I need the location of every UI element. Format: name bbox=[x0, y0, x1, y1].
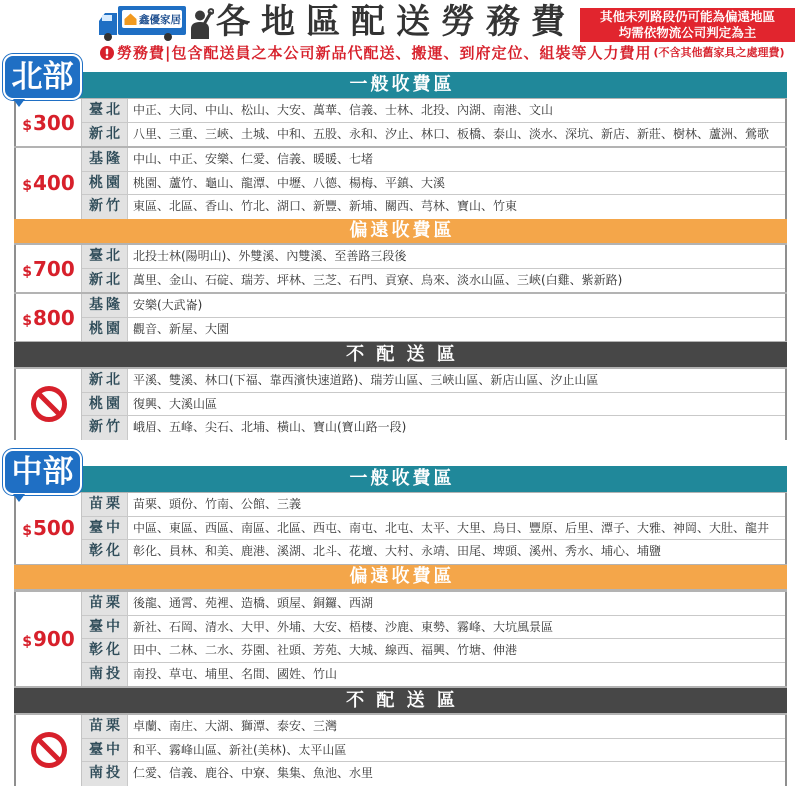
currency-symbol: $ bbox=[22, 312, 32, 329]
district-row bbox=[82, 592, 785, 616]
district-list: 卓蘭、南庄、大湖、獅潭、泰安、三灣 bbox=[133, 719, 338, 733]
district-list: 中山、中正、安樂、仁愛、信義、暖暖、七堵 bbox=[133, 152, 374, 166]
district-row bbox=[82, 493, 785, 517]
icon-cell bbox=[16, 369, 82, 440]
area-name: 新竹 bbox=[82, 195, 128, 219]
district-list: 東區、北區、香山、竹北、湖口、新豐、新埔、關西、芎林、寶山、竹東 bbox=[133, 199, 518, 213]
area-name: 新北 bbox=[82, 269, 128, 293]
exclamation-icon bbox=[100, 46, 114, 60]
district-rows bbox=[82, 294, 785, 341]
district-row bbox=[82, 294, 785, 318]
page-title: 各地區配送勞務費 bbox=[216, 2, 576, 42]
price-group bbox=[14, 99, 787, 146]
district-list: 田中、二林、二水、芬園、社頭、芳苑、大城、線西、福興、竹塘、伸港 bbox=[133, 643, 518, 657]
area-name: 苗栗 bbox=[82, 715, 128, 738]
subtitle-note: (不含其他舊家具之處理費) bbox=[653, 46, 785, 59]
price-cell bbox=[16, 294, 82, 341]
section-bar-no-delivery: 不 配 送 區 bbox=[14, 688, 787, 713]
district-row bbox=[82, 99, 785, 123]
area-name: 苗栗 bbox=[82, 493, 128, 516]
price-label bbox=[22, 516, 75, 540]
district-row bbox=[82, 369, 785, 393]
area-name: 苗栗 bbox=[82, 592, 128, 615]
price-group bbox=[14, 294, 787, 341]
area-name: 南投 bbox=[82, 663, 128, 687]
district-list: 中正、大同、中山、松山、大安、萬華、信義、士林、北投、內湖、南港、文山 bbox=[133, 103, 554, 117]
district-list: 南投、草屯、埔里、名間、國姓、竹山 bbox=[133, 666, 338, 681]
area-name: 桃園 bbox=[82, 318, 128, 342]
section-bar-general: 一般收費區 bbox=[14, 466, 787, 492]
area-name: 臺北 bbox=[82, 245, 128, 268]
currency-symbol: $ bbox=[22, 263, 32, 280]
district-list: 觀音、新屋、大園 bbox=[133, 321, 230, 336]
district-row bbox=[82, 616, 785, 640]
currency-symbol: $ bbox=[22, 634, 32, 650]
area-name: 臺中 bbox=[82, 739, 128, 762]
district-row bbox=[82, 639, 785, 663]
district-list: 苗栗、頭份、竹南、公館、三義 bbox=[133, 497, 302, 511]
district-list: 八里、三重、三峽、土城、中和、五股、永和、汐止、林口、板橋、泰山、淡水、深坑、新店、新莊、樹林、蘆洲、鶯歌 bbox=[133, 126, 770, 141]
district-list: 仁愛、信義、鹿谷、中寮、集集、魚池、水里 bbox=[133, 766, 374, 780]
price-group bbox=[14, 148, 787, 219]
subtitle bbox=[100, 45, 785, 61]
no-delivery-group bbox=[14, 369, 787, 440]
district-row bbox=[82, 416, 785, 440]
district-row bbox=[82, 393, 785, 417]
district-list: 安樂(大武崙) bbox=[133, 298, 203, 312]
price-amount: 700 bbox=[33, 256, 75, 281]
icon-cell bbox=[16, 715, 82, 786]
price-group bbox=[14, 245, 787, 292]
district-rows bbox=[82, 493, 785, 564]
area-name: 臺中 bbox=[82, 517, 128, 540]
area-name: 基隆 bbox=[82, 148, 128, 171]
district-row bbox=[82, 245, 785, 269]
district-list: 平溪、雙溪、林口(下福、靠西濱快速道路)、瑞芳山區、三峽山區、新店山區、汐止山區 bbox=[133, 373, 599, 387]
currency-symbol: $ bbox=[22, 178, 32, 195]
district-rows bbox=[82, 592, 785, 686]
district-row bbox=[82, 715, 785, 739]
district-row bbox=[82, 663, 785, 687]
delivery-truck-icon bbox=[98, 4, 188, 42]
notice-line: 其他未列路段仍可能為偏遠地區 bbox=[599, 9, 775, 24]
price-cell bbox=[16, 493, 82, 564]
area-name: 基隆 bbox=[82, 294, 128, 317]
district-list: 新社、石岡、清水、大甲、外埔、大安、梧棲、沙鹿、東勢、霧峰、大坑風景區 bbox=[133, 619, 554, 634]
area-name: 臺中 bbox=[82, 616, 128, 639]
district-list: 桃園、蘆竹、龜山、龍潭、中壢、八德、楊梅、平鎮、大溪 bbox=[133, 175, 446, 190]
price-label bbox=[22, 257, 75, 281]
area-name: 新北 bbox=[82, 123, 128, 147]
district-row bbox=[82, 540, 785, 564]
price-amount: 500 bbox=[33, 516, 75, 541]
district-list: 復興、大溪山區 bbox=[133, 396, 218, 411]
area-name: 南投 bbox=[82, 762, 128, 786]
region-table-north bbox=[14, 72, 787, 440]
district-list: 萬里、金山、石碇、瑞芳、坪林、三芝、石門、貢寮、烏來、淡水山區、三峽(白雞、紫新路) bbox=[133, 272, 623, 287]
district-row bbox=[82, 739, 785, 763]
price-label bbox=[22, 171, 75, 195]
district-list: 北投士林(陽明山)、外雙溪、內雙溪、至善路三段後 bbox=[133, 249, 407, 263]
area-name: 新竹 bbox=[82, 416, 128, 440]
no-delivery-icon bbox=[30, 385, 68, 423]
district-list: 峨眉、五峰、尖石、北埔、橫山、寶山(寶山路一段) bbox=[133, 420, 407, 434]
area-name: 臺北 bbox=[82, 99, 128, 122]
notice-line: 均需依物流公司判定為主 bbox=[618, 25, 757, 40]
district-list: 彰化、員林、和美、鹿港、溪湖、北斗、花壇、大村、永靖、田尾、埤頭、溪州、秀水、埔心、埔鹽 bbox=[133, 544, 662, 558]
currency-symbol: $ bbox=[22, 523, 32, 540]
district-row bbox=[82, 517, 785, 541]
area-name: 彰化 bbox=[82, 540, 128, 564]
district-list: 後龍、通霄、苑裡、造橋、頭屋、銅鑼、西湖 bbox=[133, 596, 374, 610]
price-label bbox=[22, 111, 75, 135]
district-rows bbox=[82, 99, 785, 146]
price-cell bbox=[16, 99, 82, 146]
area-name: 新北 bbox=[82, 369, 128, 392]
notice-box bbox=[580, 8, 795, 42]
district-list: 中區、東區、西區、南區、北區、西屯、南屯、北屯、太平、大里、烏日、豐原、后里、潭子、大雅、神岡、大肚、龍井 bbox=[133, 520, 770, 535]
section-bar-general: 一般收費區 bbox=[14, 72, 787, 98]
section-bar-no-delivery: 不 配 送 區 bbox=[14, 342, 787, 367]
district-row bbox=[82, 762, 785, 786]
price-amount: 800 bbox=[33, 305, 75, 330]
price-label bbox=[22, 306, 75, 330]
worker-wrench-icon bbox=[190, 8, 214, 40]
price-amount: 300 bbox=[33, 110, 75, 135]
price-amount: 400 bbox=[33, 171, 75, 196]
region-badge-north: 北部 bbox=[3, 54, 82, 100]
section-bar-remote: 偏遠收費區 bbox=[14, 565, 787, 590]
section-bar-remote: 偏遠收費區 bbox=[14, 219, 787, 244]
area-name: 桃園 bbox=[82, 172, 128, 195]
district-rows bbox=[82, 245, 785, 292]
district-row bbox=[82, 318, 785, 342]
price-label bbox=[22, 627, 75, 651]
logo-text: 鑫優家居 bbox=[139, 14, 181, 26]
area-name: 彰化 bbox=[82, 639, 128, 662]
district-rows bbox=[82, 148, 785, 219]
district-rows bbox=[82, 715, 785, 786]
price-group bbox=[14, 592, 787, 686]
district-row bbox=[82, 172, 785, 196]
region-table-central bbox=[14, 466, 787, 786]
region-badge-central: 中部 bbox=[3, 449, 82, 495]
currency-symbol: $ bbox=[22, 117, 32, 134]
district-row bbox=[82, 148, 785, 172]
price-cell bbox=[16, 592, 82, 686]
district-row bbox=[82, 269, 785, 293]
district-rows bbox=[82, 369, 785, 440]
subtitle-main: 勞務費|包含配送員之本公司新品代配送、搬運、到府定位、組裝等人力費用 bbox=[117, 44, 652, 62]
price-cell bbox=[16, 148, 82, 219]
no-delivery-group bbox=[14, 715, 787, 786]
district-row bbox=[82, 195, 785, 219]
district-list: 和平、霧峰山區、新社(美林)、太平山區 bbox=[133, 742, 347, 757]
no-delivery-icon bbox=[30, 731, 68, 769]
price-amount: 900 bbox=[33, 627, 75, 651]
district-row bbox=[82, 123, 785, 147]
price-cell bbox=[16, 245, 82, 292]
area-name: 桃園 bbox=[82, 393, 128, 416]
price-group bbox=[14, 493, 787, 564]
